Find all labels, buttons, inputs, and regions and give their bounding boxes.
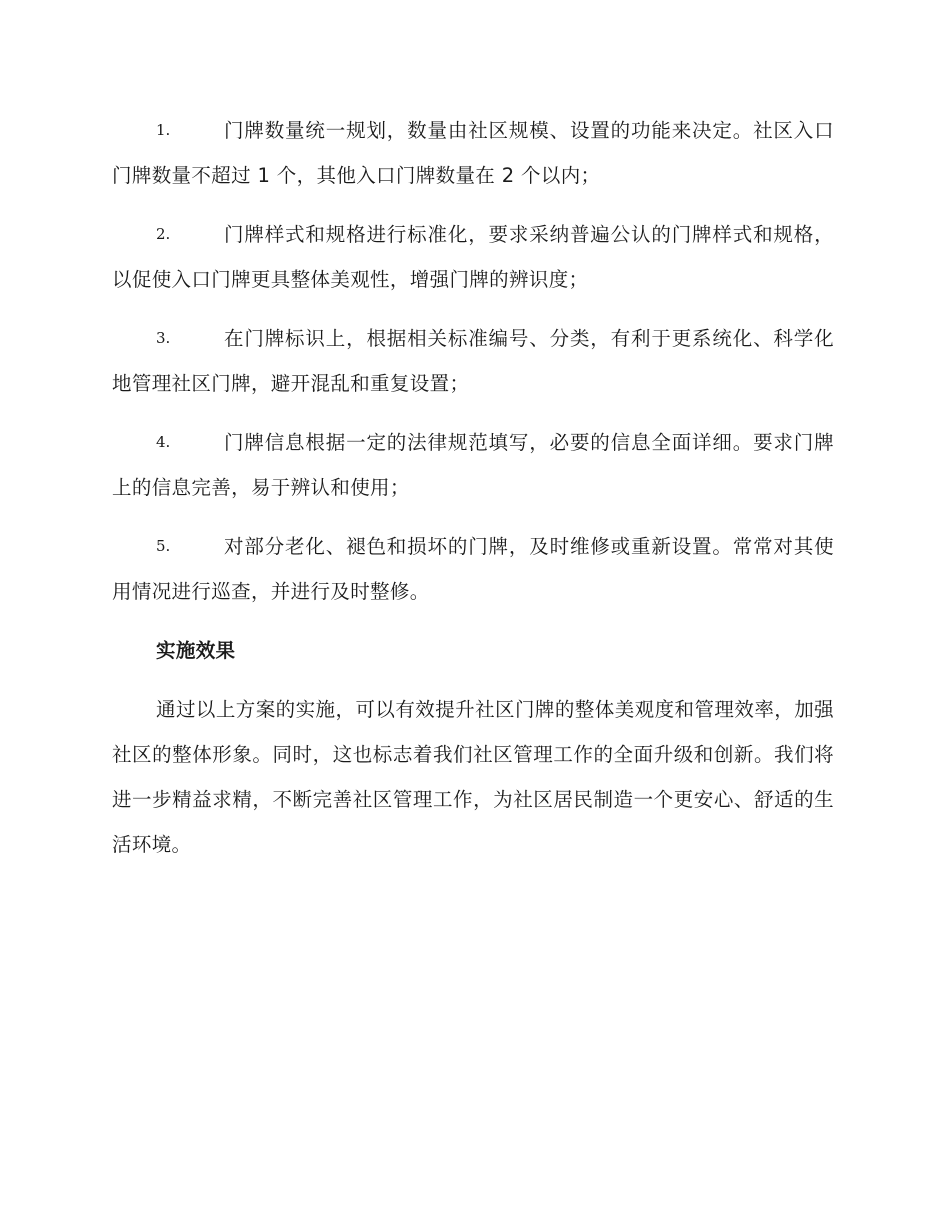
list-item-text: 在门牌标识上，根据相关标准编号、分类，有利于更系统化、科学化地管理社区门牌，避开混乱和重复设置； (112, 327, 834, 395)
section-paragraph: 通过以上方案的实施，可以有效提升社区门牌的整体美观度和管理效率，加强社区的整体形象。同时，这也标志着我们社区管理工作的全面升级和创新。我们将进一步精益求精，不断完善社区管理工作，为社区居民制造一个更安心、舒适的生活环境。 (112, 698, 834, 856)
list-item-number: 4. (156, 433, 171, 451)
list-item (112, 212, 834, 302)
list-item-text: 门牌信息根据一定的法律规范填写，必要的信息全面详细。要求门牌上的信息完善，易于辨认和使用； (112, 431, 834, 499)
list-item (112, 420, 834, 510)
document-body (112, 108, 834, 867)
list-item-text: 门牌数量统一规划，数量由社区规模、设置的功能来决定。社区入口门牌数量不超过 1 个，其他入口门牌数量在 2 个以内； (112, 119, 834, 187)
list-item (112, 524, 834, 614)
section-heading: 实施效果 (156, 639, 236, 662)
list-item-number: 3. (156, 329, 171, 347)
list-item (112, 316, 834, 406)
list-item-number: 2. (156, 225, 171, 243)
list-item-text: 对部分老化、褪色和损坏的门牌，及时维修或重新设置。常常对其使用情况进行巡查，并进行及时整修。 (112, 535, 834, 603)
list-item (112, 108, 834, 198)
list-item-text: 门牌样式和规格进行标准化，要求采纳普遍公认的门牌样式和规格，以促使入口门牌更具整体美观性，增强门牌的辨识度； (112, 223, 834, 291)
list-item-number: 5. (156, 537, 171, 555)
list-item-number: 1. (156, 121, 171, 139)
